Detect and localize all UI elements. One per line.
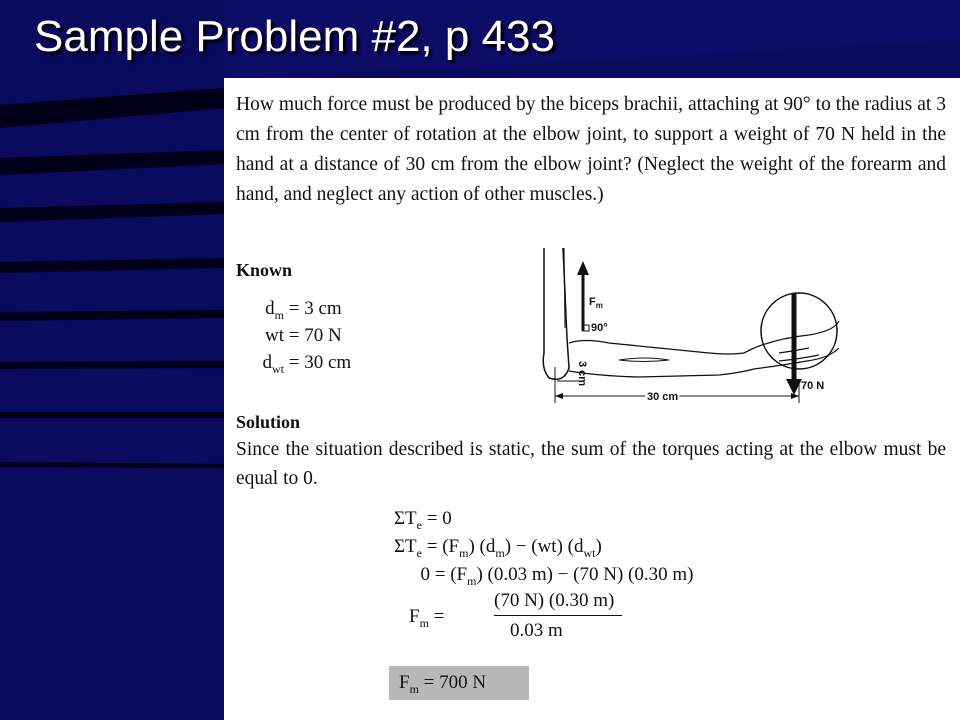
- weight-label: 70 N: [801, 380, 825, 392]
- fraction-bar: [494, 615, 622, 616]
- forearm-diagram: [539, 243, 859, 413]
- moment-arm-label: 3 cm: [576, 361, 588, 387]
- fraction-numerator: (70 N) (0.30 m): [494, 590, 615, 611]
- force-label: $F_m$: [589, 296, 603, 310]
- known-dm: $d_m = 3$ cm: [265, 298, 342, 322]
- known-wt: wt = 70 N: [265, 325, 342, 346]
- known-heading: Known: [236, 260, 293, 280]
- textbook-page: [224, 78, 960, 720]
- solution-text: Since the situation described is static, the sum of the torques acting at the elbow must be equal to 0.: [236, 439, 946, 489]
- equation-3: $0 = (F_m)$ (0.03 m) − (70 N) (0.30 m): [420, 564, 694, 588]
- equation-2: $\Sigma T_e = (F_m) (d_m) - (wt)$ $(d_{wt})$: [394, 536, 602, 560]
- solution-heading: Solution: [236, 412, 301, 432]
- equation-4-lhs: $F_m$ =: [409, 606, 445, 630]
- distance-label: 30 cm: [647, 391, 679, 403]
- fraction-denominator: 0.03 m: [510, 620, 563, 641]
- known-dwt: $d_{wt} = 30$ cm: [262, 352, 352, 376]
- slide-title: Sample Problem #2, p 433: [34, 12, 555, 61]
- equation-1: $\Sigma T_e = 0$: [394, 508, 452, 532]
- answer-box: $F_m = 700$ N: [389, 666, 529, 700]
- angle-label: 90°: [591, 322, 608, 334]
- problem-statement: How much force must be produced by the biceps brachii, attaching at 90° to the radius at 3 cm from the center of rotation at the elbow joint, to support a weight of 70 N held in the hand at a distance of 30 cm from the elbow joint? (Neglect the weight of the forearm and hand, and neglect any action of other muscles.): [236, 94, 946, 205]
